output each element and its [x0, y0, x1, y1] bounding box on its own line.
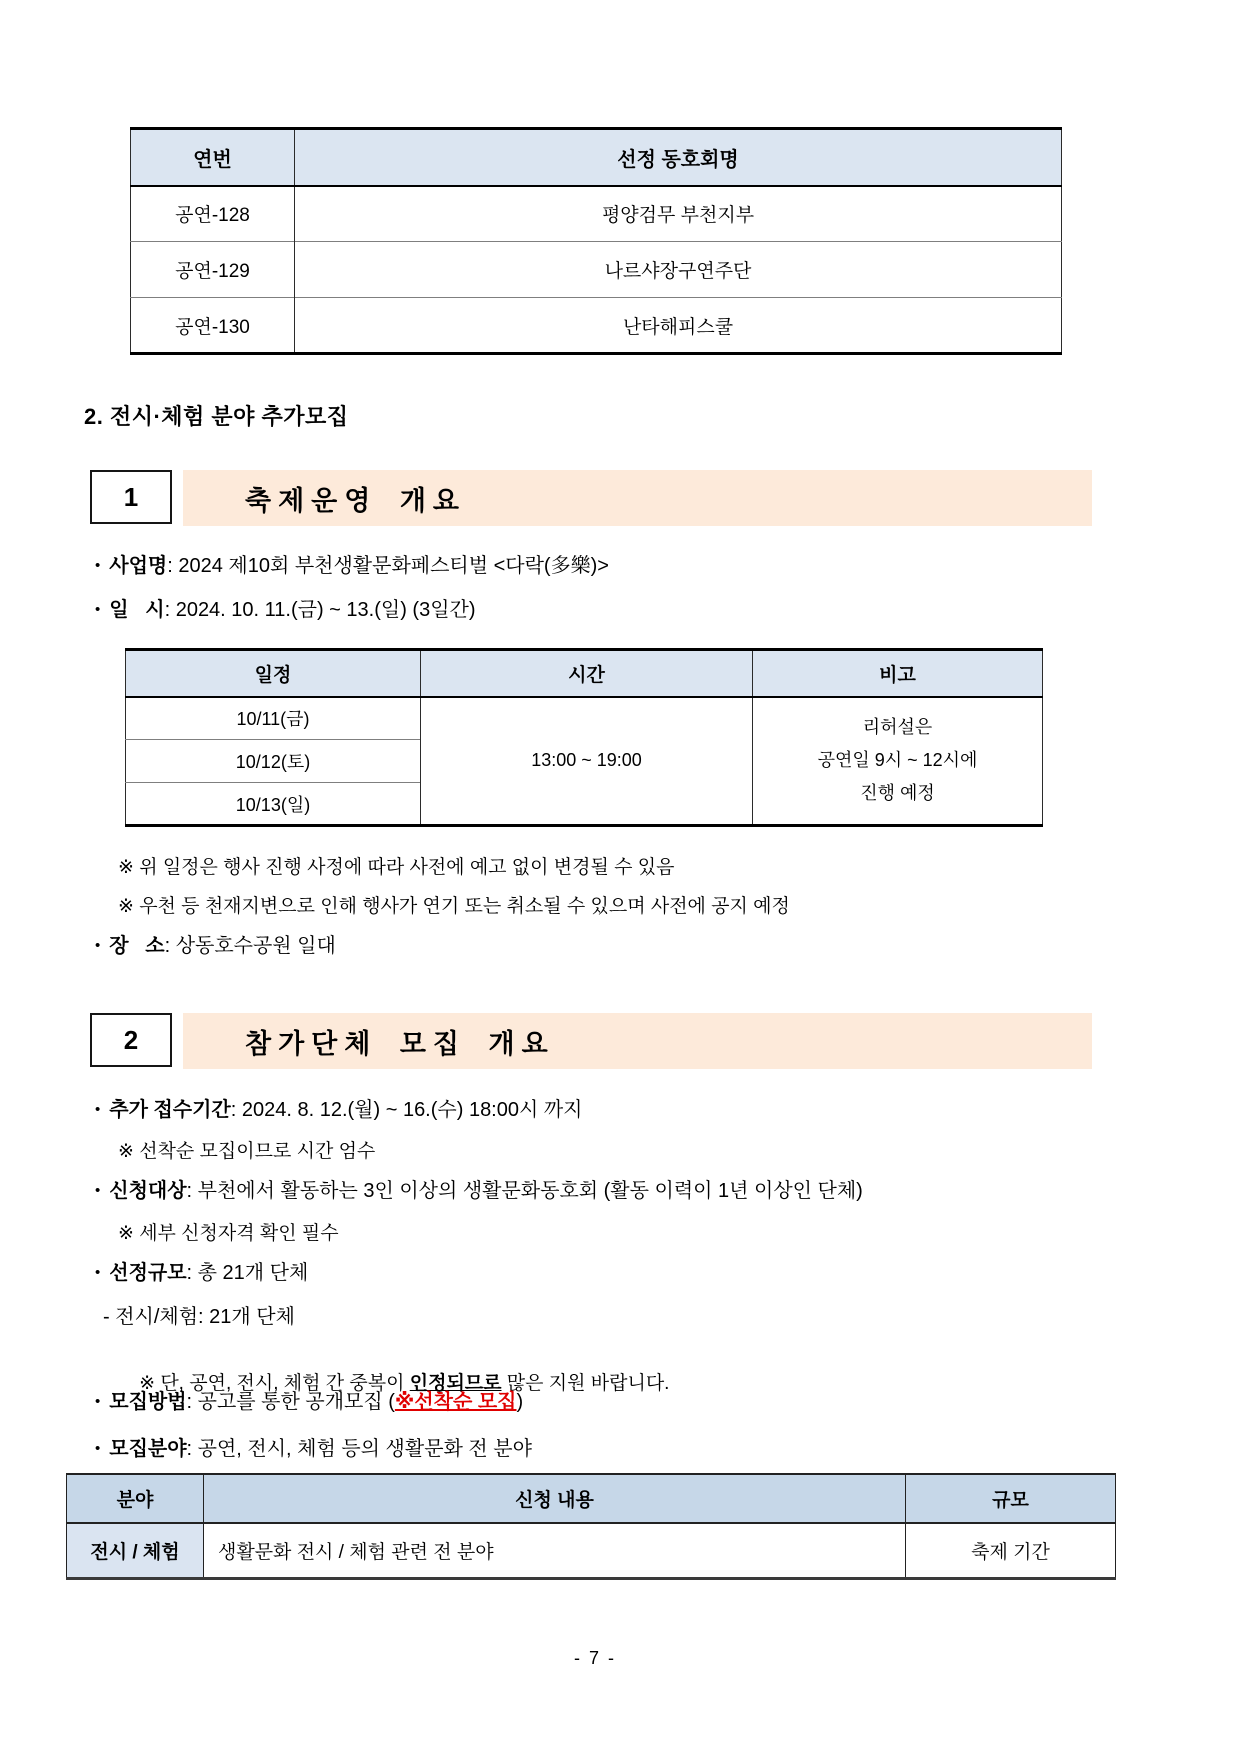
serial-cell: 공연-128	[175, 205, 250, 227]
application-row	[67, 1523, 1116, 1578]
bullet-icon: •	[95, 1101, 101, 1118]
business-name-value: : 2024 제10회 부천생활문화페스티벌 <다락(多樂)>	[167, 555, 609, 577]
club-name-cell: 나르샤장구연주단	[295, 242, 1062, 298]
section1-number-box	[90, 470, 172, 524]
recruitment-method-value: : 공고를 통한 공개모집 (	[186, 1391, 395, 1413]
club-name-cell: 난타해피스쿨	[295, 298, 1062, 354]
remark-line: 리허설은	[862, 716, 933, 737]
remark-cell	[753, 697, 1043, 826]
col-header-scale: 규모	[906, 1474, 1116, 1523]
event-date-value: : 2024. 10. 11.(금) ~ 13.(일) (3일간)	[164, 599, 476, 621]
schedule-note-2: ※ 우천 등 천재지변으로 인해 행사가 연기 또는 취소될 수 있으며 사전에 공지 예정	[118, 896, 790, 917]
application-period-value: : 2024. 8. 12.(월) ~ 16.(수) 18:00시 까지	[230, 1099, 583, 1121]
serial-cell: 공연-130	[131, 298, 295, 354]
page-number: - 7 -	[573, 1648, 616, 1668]
section1-title: 축제운영 개요	[245, 485, 466, 516]
section2-number-box	[90, 1013, 172, 1067]
section2-title-bar	[183, 1013, 1092, 1069]
field-scale-cell: 축제 기간	[906, 1523, 1116, 1578]
date-cell: 10/11(금)	[236, 709, 310, 730]
col-header-serial: 연번	[131, 129, 295, 186]
place-label: 장 소	[109, 935, 165, 957]
eligibility-value: : 부천에서 활동하는 3인 이상의 생활문화동호회 (활동 이력이 1년 이상인 단체)	[186, 1180, 863, 1202]
club-name-cell: 평양검무 부천지부	[295, 186, 1062, 242]
recruitment-field-label: 모집분야	[109, 1438, 187, 1460]
field-category-cell: 전시 / 체험	[67, 1523, 204, 1578]
selected-clubs-table	[130, 127, 1062, 355]
overlap-note-pre: ※ 단, 공연, 전시, 체험 간 중복이	[139, 1373, 410, 1394]
recruitment-method-label: 모집방법	[109, 1391, 187, 1413]
event-date-line	[95, 593, 476, 622]
serial-cell: 공연-129	[131, 242, 295, 298]
table-row	[131, 298, 1062, 354]
time-cell: 13:00 ~ 19:00	[421, 697, 753, 826]
section2-title: 참가단체 모집 개요	[245, 1028, 555, 1059]
application-fields-table	[66, 1473, 1116, 1580]
eligibility-note: ※ 세부 신청자격 확인 필수	[118, 1223, 339, 1244]
bullet-icon: •	[95, 1440, 101, 1457]
bullet-icon: •	[95, 601, 101, 618]
remark-line: 공연일 9시 ~ 12시에	[817, 750, 978, 771]
date-cell: 10/13(일)	[126, 783, 421, 826]
section1-title-bar	[183, 470, 1092, 526]
application-period-note: ※ 선착순 모집이므로 시간 엄수	[118, 1141, 376, 1162]
section-heading: 2. 전시·체험 분야 추가모집	[84, 404, 349, 429]
business-name-line	[95, 549, 609, 578]
selected-clubs-header-row	[131, 129, 1062, 186]
table-row	[131, 186, 1062, 242]
section2-number: 2	[123, 1024, 139, 1055]
overlap-note-post: 많은 지원 바랍니다.	[501, 1373, 670, 1394]
table-row	[131, 242, 1062, 298]
schedule-note-1: ※ 위 일정은 행사 진행 사정에 따라 사전에 예고 없이 변경될 수 있음	[118, 857, 675, 878]
recruitment-field-value: : 공연, 전시, 체험 등의 생활문화 전 분야	[186, 1438, 532, 1460]
application-period-label: 추가 접수기간	[109, 1099, 231, 1121]
schedule-row	[126, 697, 1043, 740]
selection-scale-sub-item: - 전시/체험: 21개 단체	[103, 1306, 295, 1328]
bullet-icon: •	[95, 937, 101, 954]
application-header-row	[67, 1474, 1116, 1523]
schedule-table	[125, 648, 1043, 827]
event-date-label: 일 시	[109, 599, 165, 621]
bullet-icon: •	[95, 1264, 101, 1281]
recruitment-method-close: )	[516, 1391, 524, 1413]
place-value: : 상동호수공원 일대	[164, 935, 336, 957]
business-name-label: 사업명	[109, 555, 168, 577]
selection-scale-label: 선정규모	[109, 1262, 187, 1284]
bullet-icon: •	[95, 557, 101, 574]
col-header-time: 시간	[421, 650, 753, 697]
selection-scale-value: : 총 21개 단체	[186, 1262, 309, 1284]
bullet-icon: •	[95, 1182, 101, 1199]
bullet-icon: •	[95, 1393, 101, 1410]
col-header-field: 분야	[67, 1474, 204, 1523]
recruitment-method-line	[95, 1385, 523, 1414]
field-content-cell: 생활문화 전시 / 체험 관련 전 분야	[204, 1523, 906, 1578]
col-header-content: 신청 내용	[204, 1474, 906, 1523]
application-period-line	[95, 1093, 583, 1122]
recruitment-field-line	[95, 1432, 532, 1461]
col-header-club-name: 선정 동호회명	[295, 129, 1062, 186]
eligibility-line	[95, 1174, 863, 1203]
eligibility-label: 신청대상	[109, 1180, 187, 1202]
overlap-note-emphasis: 인정되므로	[409, 1373, 502, 1394]
first-come-first-served-emphasis: ※선착순 모집	[394, 1391, 517, 1413]
date-cell: 10/12(토)	[126, 740, 421, 783]
place-line	[95, 929, 336, 958]
remark-line: 진행 예정	[860, 783, 935, 804]
selection-scale-line	[95, 1256, 308, 1285]
col-header-date: 일정	[126, 650, 421, 697]
schedule-header-row	[126, 650, 1043, 697]
section1-number: 1	[123, 481, 139, 512]
col-header-remark: 비고	[753, 650, 1043, 697]
